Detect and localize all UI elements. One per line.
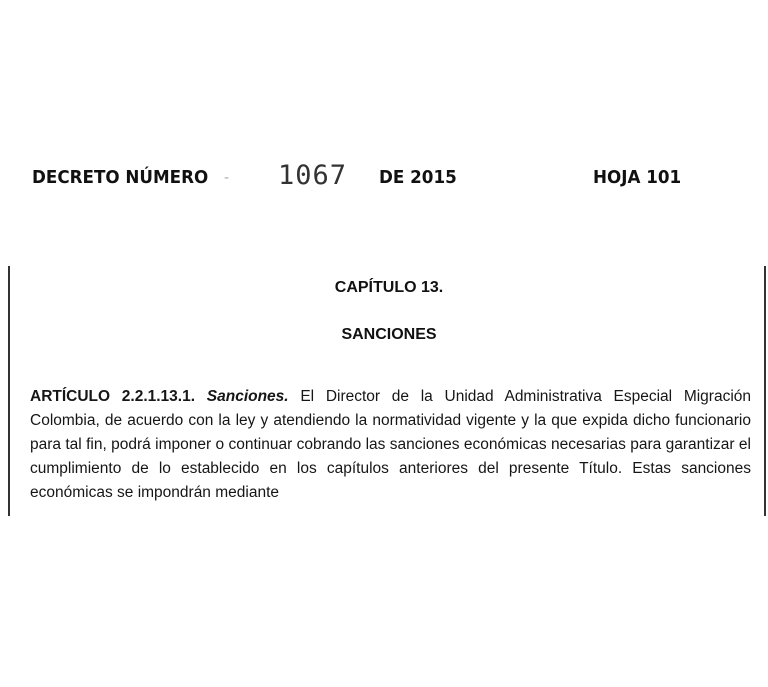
header-dash: - — [224, 170, 230, 186]
document-header — [0, 160, 768, 196]
decree-number: 1067 — [278, 160, 348, 191]
chapter-title: SANCIONES — [341, 326, 437, 343]
chapter-heading: CAPÍTULO 13. — [334, 279, 444, 296]
article-label: ARTÍCULO 2.2.1.13.1. — [30, 387, 196, 405]
page-number: HOJA 101 — [593, 167, 682, 188]
article-paragraph — [30, 385, 751, 505]
left-margin-rule — [8, 266, 10, 516]
article-name: Sanciones. — [206, 387, 289, 405]
decreto-label: DECRETO NÚMERO — [32, 167, 209, 188]
right-margin-rule — [764, 266, 766, 516]
decree-year: DE 2015 — [379, 167, 457, 188]
article-text: El Director de la Unidad Administrativa Especial Migración Colombia, de acuerdo con la ley y atendiendo la normatividad vigente y la que expida dicho funcionario para tal fin, podrá imponer o continuar cobrando las sanciones económicas necesarias para garantizar el cumplimiento de lo establecido en los capítulos anteriores del presente Título. Estas sanciones económicas se impondrán mediante — [30, 387, 752, 501]
